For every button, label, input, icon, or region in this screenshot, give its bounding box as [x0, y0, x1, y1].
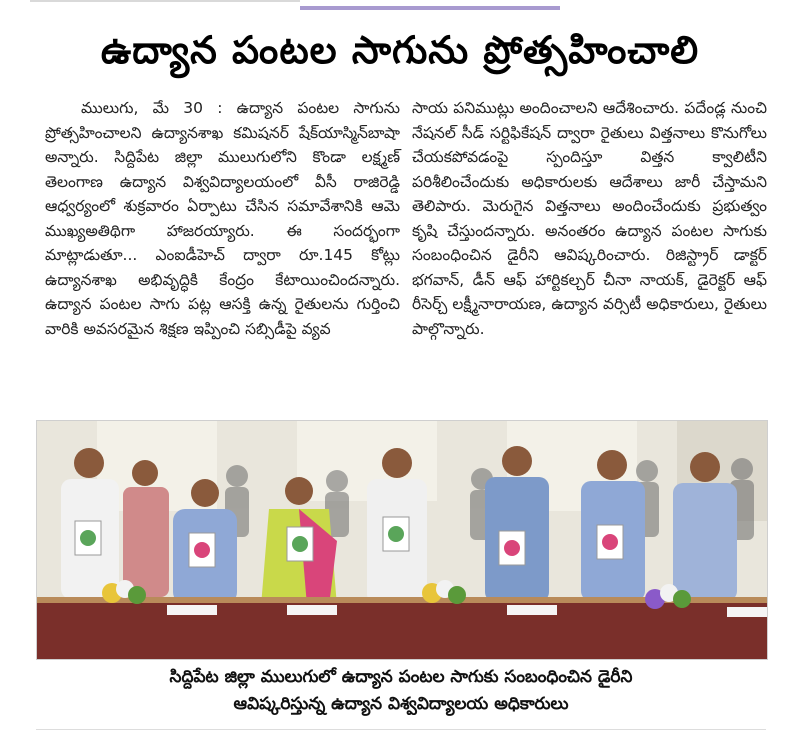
headline: ఉద్యాన పంటల సాగును ప్రోత్సహించాలి: [100, 28, 700, 72]
caption-line-1: సిద్దిపేట జిల్లా ములుగులో ఉద్యాన పంటల సాగుకు సంబంధించిన డైరీని: [169, 667, 633, 687]
section-accent-bar: [300, 6, 560, 10]
news-photo: [36, 420, 768, 660]
article-column-left: ములుగు, మే 30 : ఉద్యాన పంటల సాగును ప్రోత్సహించాలని ఉద్యానశాఖ కమిషనర్ షేక్‌యాస్మిన్‌బాషా అన్నారు. సిద్దిపేట జిల్లా ములుగులోని కొండా లక్ష్మణ్ తెలంగాణ ఉద్యాన విశ్వవిద్యాలయంలో వీసీ రాజిరెడ్డి ఆధ్వర్యంలో శుక్రవారం ఏర్పాటు చేసిన సమావేశానికి ఆమె ముఖ్యఅతిథిగా హాజరయ్యారు. ఈ సందర్భంగా మాట్లాడుతూ... ఎంఐడీహెచ్ ద్వారా రూ.145 కోట్లు ఉద్యానశాఖ అభివృద్ధికి కేంద్రం కేటాయించిందన్నారు. ఉద్యాన పంటల సాగు పట్ల ఆసక్తి ఉన్న రైతులను గుర్తించి వారికి అవసరమైన శిక్షణ ఇప్పించి సబ్సిడీపై వ్యవ: [45, 99, 400, 338]
caption-line-2: ఆవిష్కరిస్తున్న ఉద్యాన విశ్వవిద్యాలయ అధికారులు: [233, 694, 569, 714]
top-divider: [30, 0, 300, 2]
article-column-right: సాయ పనిముట్లు అందించాలని ఆదేశించారు. పదేండ్ల నుంచి నేషనల్ సీడ్ సర్టిఫికేషన్ ద్వారా రైతులు విత్తనాలు కొనుగోలు చేయకపోవడంపై స్పందిస్తూ విత్తన క్వాలిటీని పరిశీలించేందుకు అధికారులకు ఆదేశాలు జారీ చేస్తామని తెలిపారు. మెరుగైన విత్తనాలు అందించేందుకు ప్రభుత్వం కృషి చేస్తుందన్నారు. అనంతరం ఉద్యాన పంటల సాగుకు సంబంధించిన డైరీని ఆవిష్కరించారు. రిజిస్ట్రార్ డాక్టర్ భగవాన్, డీన్ ఆఫ్ హార్టికల్చర్ చీనా నాయక్, డైరెక్టర్ ఆఫ్ రీసెర్చ్ లక్ష్మీనారాయణ, ఉద్యాన వర్సిటీ అధికారులు, రైతులు పాల్గొన్నారు.: [412, 99, 767, 338]
photo-caption: [36, 664, 766, 718]
bottom-divider: [36, 729, 766, 730]
